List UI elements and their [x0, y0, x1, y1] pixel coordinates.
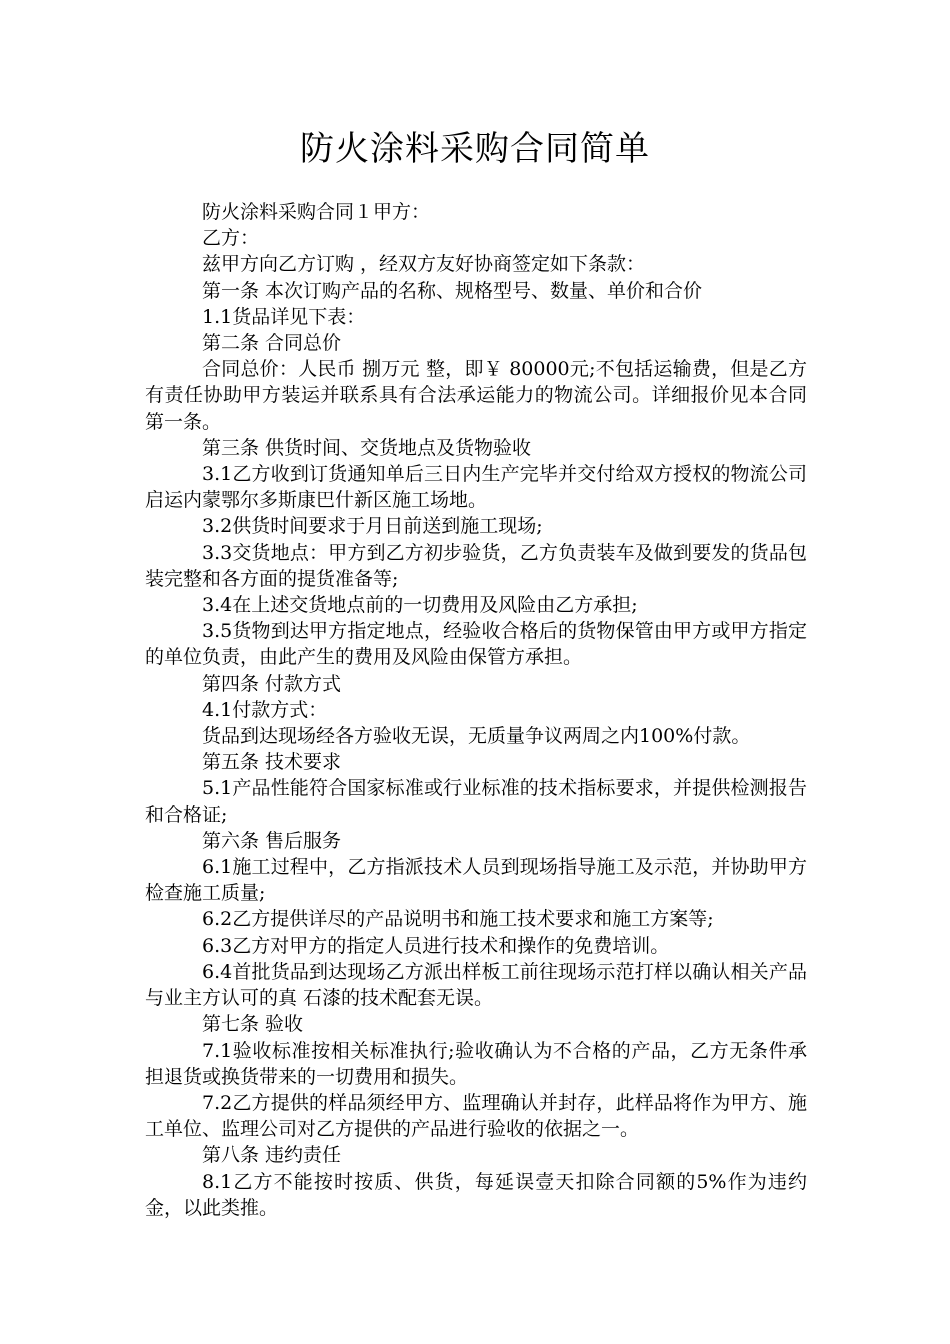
article-4-heading: 第四条 付款方式: [202, 672, 342, 695]
article-6-heading: 第六条 售后服务: [202, 829, 342, 852]
clause-7-1: 7.1验收标准按相关标准执行;验收确认为不合格的产品，乙方无条件承担退货或换货带来的一切费用和损失。: [145, 1039, 807, 1088]
clause-5-1: 5.1产品性能符合国家标准或行业标准的技术指标要求，并提供检测报告和合格证;: [145, 777, 807, 826]
article-3-heading: 第三条 供货时间、交货地点及货物验收: [202, 436, 532, 459]
clause-7-2: 7.2乙方提供的样品须经甲方、监理确认并封存，此样品将作为甲方、施工单位、监理公司对乙方提供的产品进行验收的依据之一。: [145, 1091, 807, 1141]
clause-total-price: 合同总价：人民币 捌万元 整，即￥ 80000元;不包括运输费，但是乙方有责任协助甲方装运并联系具有合法承运能力的物流公司。详细报价见本合同第一条。: [145, 358, 807, 433]
clause-6-3: 6.3乙方对甲方的指定人员进行技术和操作的免费培训。: [202, 934, 670, 957]
article-2-heading: 第二条 合同总价: [202, 332, 342, 355]
clause-1-1: 1.1货品详见下表：: [202, 305, 366, 328]
clause-3-5: 3.5货物到达甲方指定地点，经验收合格后的货物保管由甲方或甲方指定的单位负责，由此产生的费用及风险由保管方承担。: [145, 620, 807, 669]
clause-3-4: 3.4在上述交货地点前的一切费用及风险由乙方承担;: [202, 594, 638, 617]
article-7-heading: 第七条 验收: [202, 1013, 304, 1036]
article-5-heading: 第五条 技术要求: [202, 751, 342, 774]
article-1-heading: 第一条 本次订购产品的名称、规格型号、数量、单价和合价: [202, 279, 703, 302]
clause-6-1: 6.1施工过程中，乙方指派技术人员到现场指导施工及示范，并协助甲方检查施工质量;: [145, 856, 807, 905]
clause-6-4: 6.4首批货品到达现场乙方派出样板工前往现场示范打样以确认相关产品与业主方认可的真 石漆的技术配套无误。: [145, 960, 807, 1010]
clause-3-1: 3.1乙方收到订货通知单后三日内生产完毕并交付给双方授权的物流公司启运内蒙鄂尔多斯康巴什新区施工场地。: [145, 463, 807, 512]
paragraph-party-b: 乙方：: [202, 227, 260, 250]
document-body: [145, 199, 807, 1221]
document-title: 防火涂料采购合同简单: [300, 129, 650, 169]
article-8-heading: 第八条 违约责任: [202, 1144, 342, 1167]
paragraph-preamble: 兹甲方向乙方订购 ，经双方友好协商签定如下条款：: [202, 253, 646, 276]
paragraph-party-a: 防火涂料采购合同１甲方：: [202, 201, 431, 223]
clause-6-2: 6.2乙方提供详尽的产品说明书和施工技术要求和施工方案等;: [202, 908, 714, 931]
clause-3-3: 3.3交货地点：甲方到乙方初步验货，乙方负责装车及做到要发的货品包装完整和各方面的提货准备等;: [145, 541, 807, 590]
clause-3-2: 3.2供货时间要求于月日前送到施工现场;: [202, 515, 543, 538]
clause-8-1: 8.1乙方不能按时按质、供货，每延误壹天扣除合同额的5%作为违约金，以此类推。: [145, 1170, 807, 1219]
clause-4-1: 4.1付款方式：: [202, 698, 328, 721]
clause-4-1-detail: 货品到达现场经各方验收无误，无质量争议两周之内100%付款。: [202, 725, 751, 748]
